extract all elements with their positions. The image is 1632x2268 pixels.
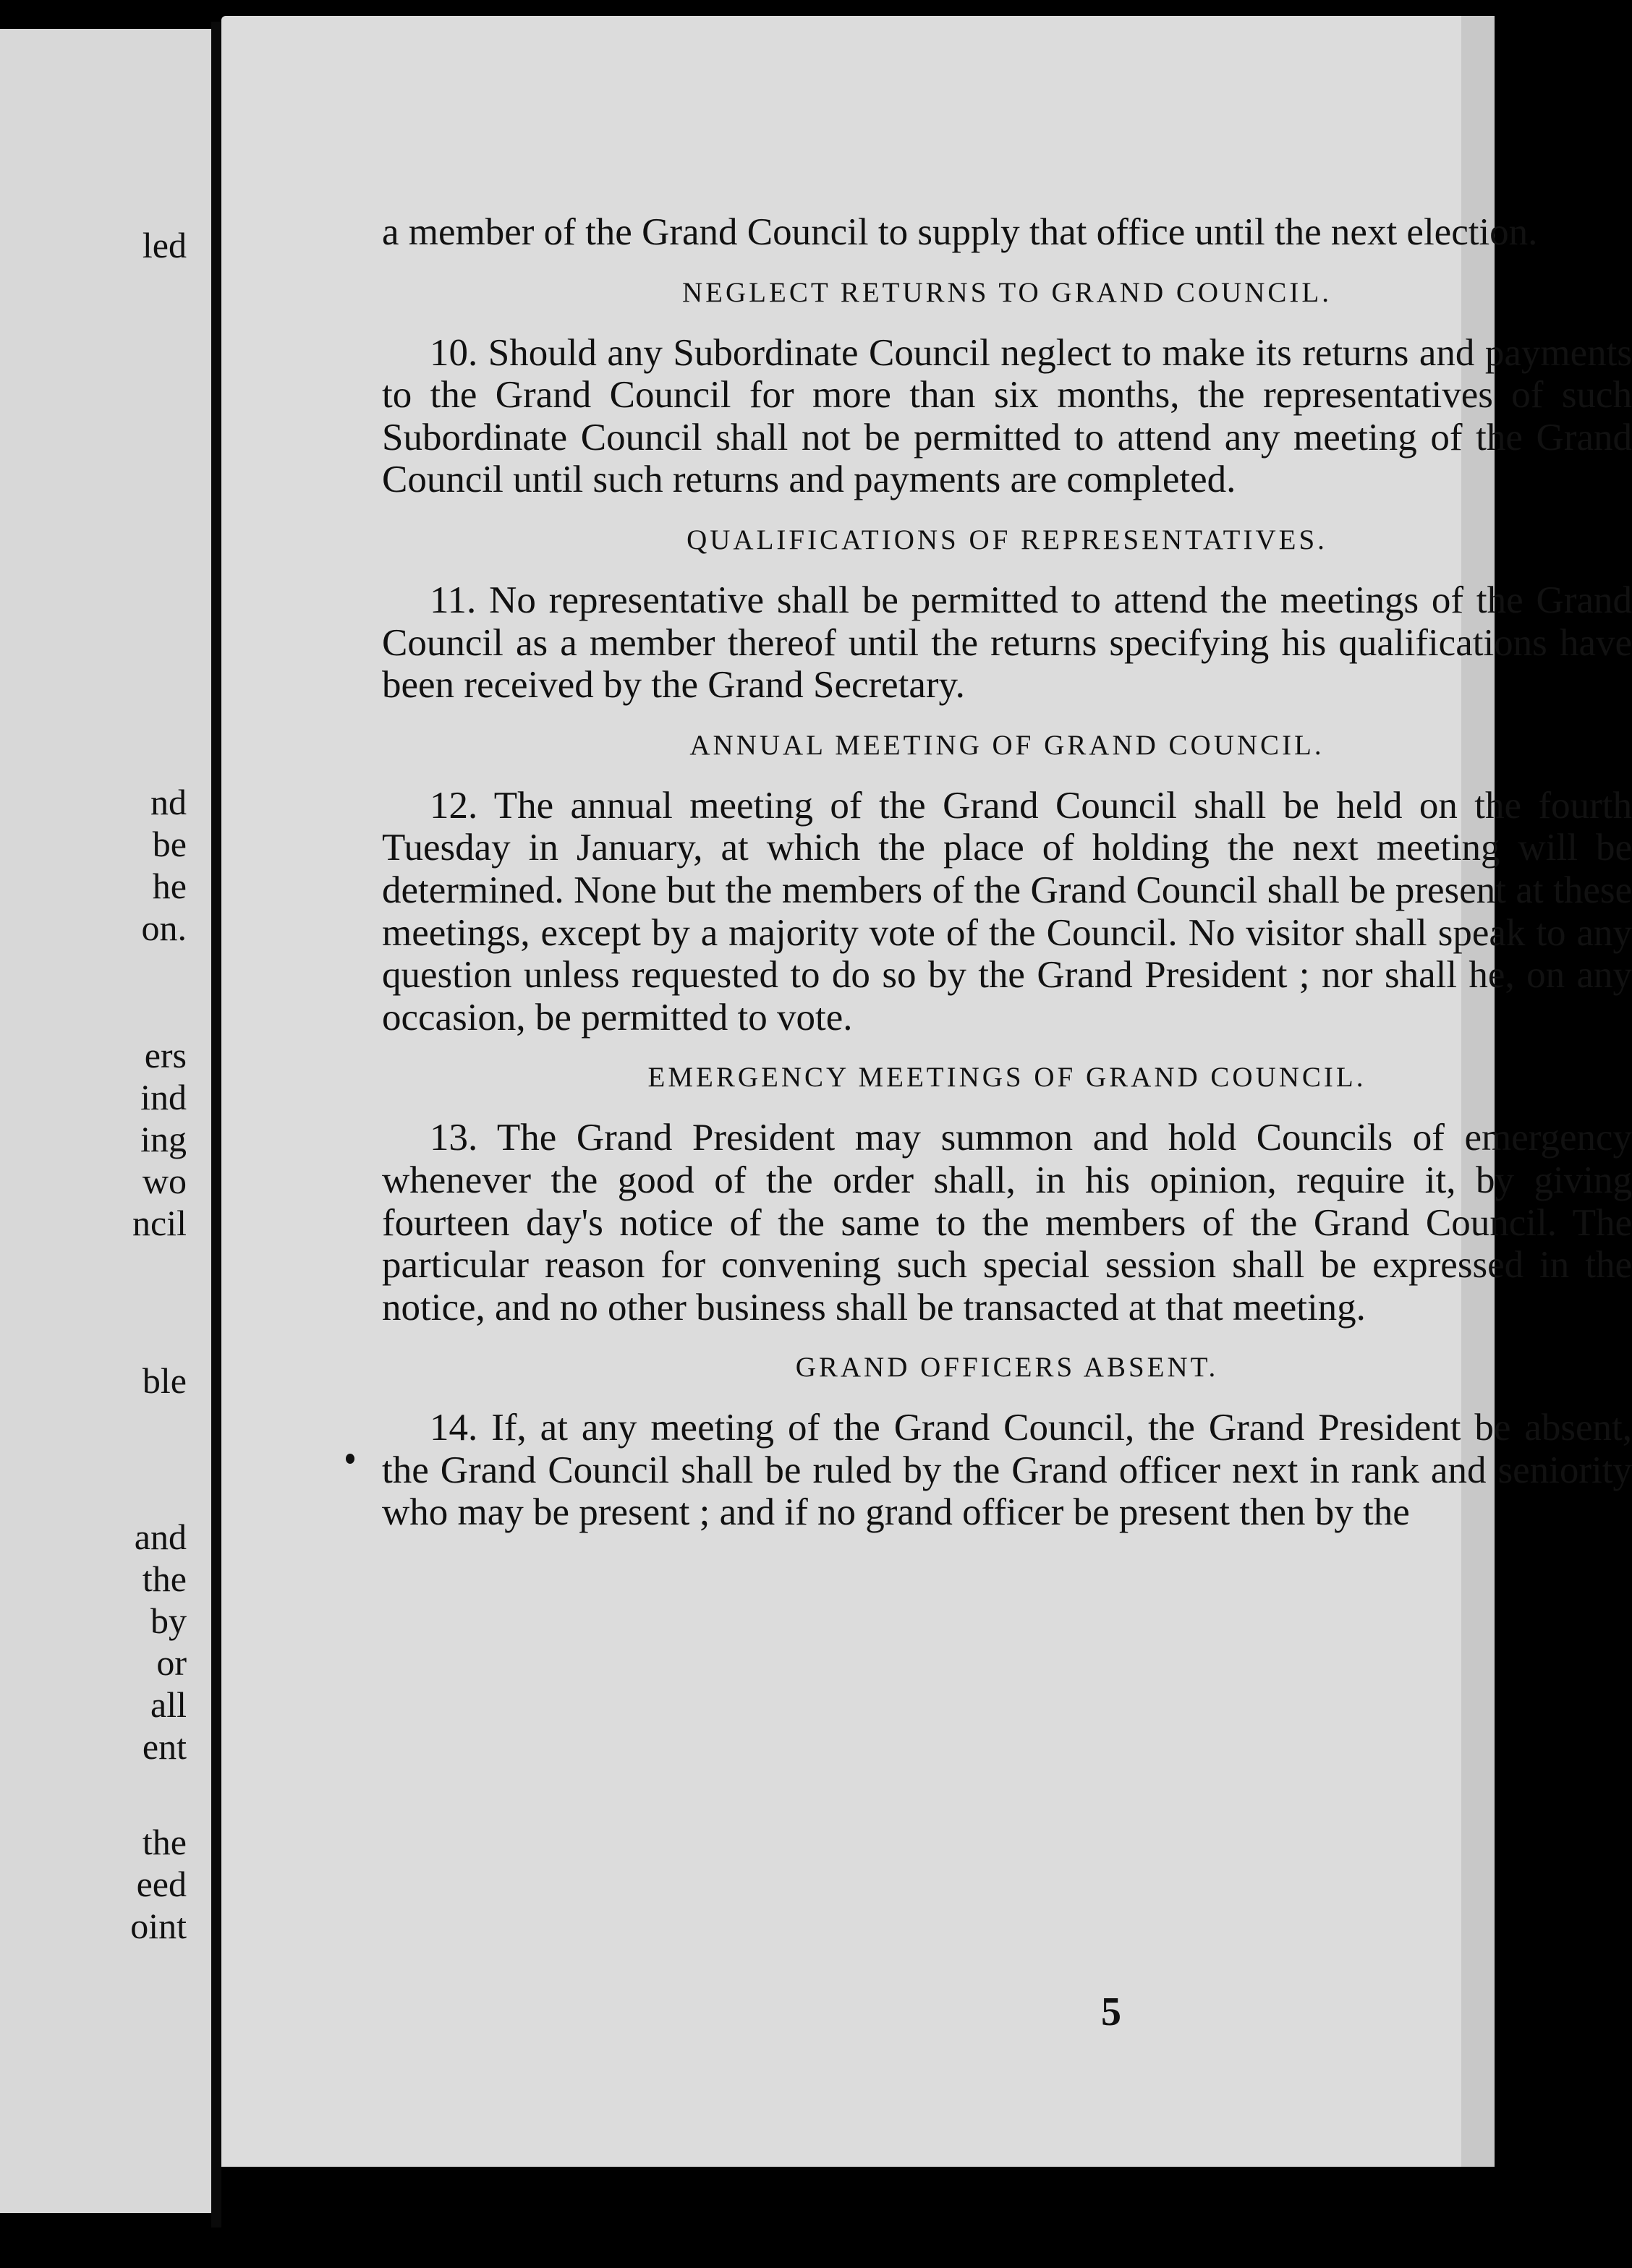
section-text: No representative shall be permitted to attend the meetings of the Grand Council as a member thereof until the returns specifying his qualifications have been received by the Grand Secretary.	[382, 579, 1632, 707]
left-page-fragment: ncil	[132, 1203, 187, 1243]
right-page	[221, 16, 1632, 2167]
section-number: 14.	[430, 1407, 478, 1449]
section-heading: ANNUAL MEETING OF GRAND COUNCIL.	[689, 729, 1325, 761]
left-page-fragment: ing	[140, 1119, 187, 1159]
left-page-fragment: wo	[142, 1161, 187, 1201]
section-heading: GRAND OFFICERS ABSENT.	[795, 1352, 1219, 1384]
left-page-fragment: ble	[142, 1360, 187, 1401]
left-page-fragment: by	[150, 1600, 187, 1641]
section-number: 11.	[430, 579, 477, 621]
left-page-fragment: eed	[136, 1864, 187, 1904]
left-page-fragment: all	[150, 1684, 187, 1725]
section-number: 13.	[430, 1117, 478, 1159]
section-number: 12.	[430, 784, 478, 827]
left-page-fragment: the	[142, 1822, 187, 1862]
section-paragraph	[382, 332, 1632, 501]
left-page-fragment: on.	[141, 908, 187, 948]
opening-paragraph: a member of the Grand Council to supply that office until the next election.	[382, 211, 1538, 253]
section-paragraph	[382, 1407, 1632, 1534]
section-paragraph	[382, 785, 1632, 1039]
book-gutter	[211, 22, 221, 2228]
left-page-fragment: ind	[140, 1077, 187, 1117]
section-paragraph	[382, 579, 1632, 707]
left-page-fragment: he	[152, 866, 187, 906]
section-heading: QUALIFICATIONS OF REPRESENTATIVES.	[687, 524, 1327, 555]
section-number: 10.	[430, 331, 478, 374]
left-page-fragment: or	[156, 1642, 187, 1683]
section-text: The annual meeting of the Grand Council shall be held on the fourth Tuesday in January, at which the place of holding the next meeting will be determined. None but the members of the Grand Council shall be present at these meetings, except by a majority vote of the Council. No visitor shall speak to any question unless requested to do so by the Grand President ; nor shall he, on any occasion, be permitted to vote.	[382, 784, 1632, 1039]
left-page-fragment: ent	[142, 1726, 187, 1767]
left-page-fragment: led	[142, 225, 187, 265]
left-page-fragment: be	[152, 824, 187, 864]
left-page-fragment: the	[142, 1559, 187, 1599]
left-page	[0, 29, 211, 2213]
section-text: Should any Subordinate Council neglect to make its returns and payments to the Grand Council for more than six months, the representatives of such Subordinate Council shall not be permitted to attend any meeting of the Grand Council until such returns and payments are completed.	[382, 331, 1632, 501]
left-page-fragment: ers	[144, 1035, 187, 1075]
left-page-fragment: oint	[130, 1906, 187, 1946]
section-text: The Grand President may summon and hold Councils of emergency whenever the good of the order shall, in his opinion, require it, by giving fourteen day's notice of the same to the members of the Grand Council. The particular reason for convening such special session shall be expressed in the notice, and no other business shall be transacted at that meeting.	[382, 1117, 1632, 1329]
left-page-fragment: and	[134, 1517, 187, 1557]
page-text	[382, 211, 1632, 1534]
ink-speck	[346, 1454, 354, 1464]
page-number: 5	[1101, 1990, 1121, 2034]
section-paragraph	[382, 1117, 1632, 1329]
section-heading: EMERGENCY MEETINGS OF GRAND COUNCIL.	[647, 1062, 1367, 1094]
left-page-fragment: nd	[150, 782, 187, 822]
section-text: If, at any meeting of the Grand Council, the Grand President be absent, the Grand Council shall be ruled by the Grand officer next in rank and seniority who may be present ; and if no grand officer be present then by the	[382, 1407, 1632, 1534]
section-heading: NEGLECT RETURNS TO GRAND COUNCIL.	[682, 276, 1332, 308]
